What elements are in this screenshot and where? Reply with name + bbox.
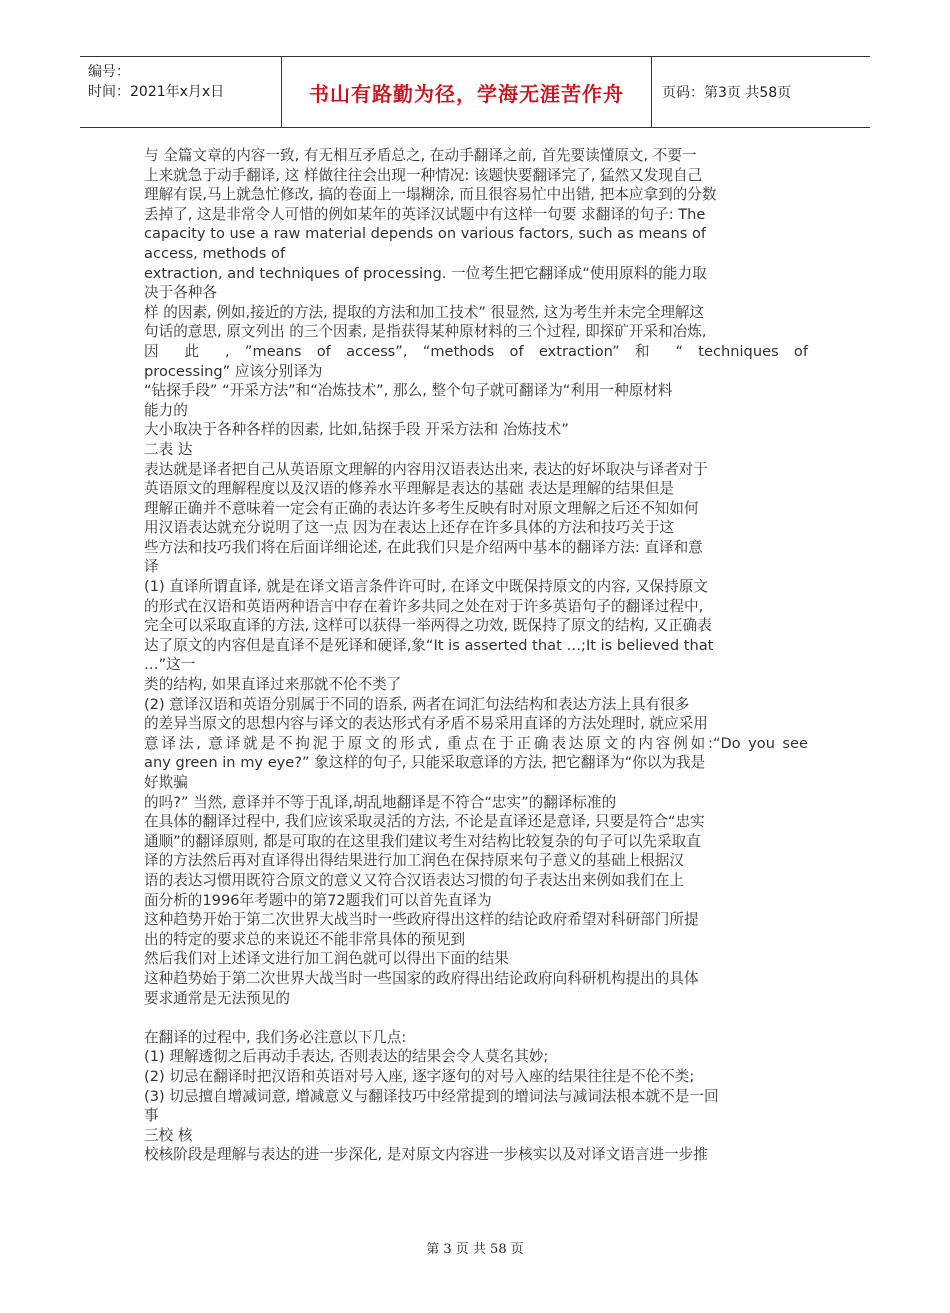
page-footer: 第 3 页 共 58 页 bbox=[426, 1242, 524, 1257]
text-line: 理解有误,马上就急忙修改, 搞的卷面上一塌糊涂, 而且很容易忙中出错, 把本应拿到的分数 bbox=[144, 186, 717, 204]
text-line: any green in my eye?” 象这样的句子, 只能采取意译的方法, 把它翻译为“你以为我是 bbox=[144, 754, 706, 772]
text-line: 校核阶段是理解与表达的进一步深化, 是对原文内容进一步核实以及对译文语言进一步推 bbox=[144, 1146, 708, 1164]
text-line: 与 全篇文章的内容一致, 有无相互矛盾总之, 在动手翻译之前, 首先要读懂原文, 不要一 bbox=[144, 147, 697, 164]
header-page-indicator: 页码：第3页 共58页 bbox=[662, 85, 792, 101]
text-line: (2) 意译汉语和英语分别属于不同的语系, 两者在词汇句法结构和表达方法上具有很多 bbox=[144, 695, 690, 713]
text-line: 类的结构, 如果直译过来那就不伦不类了 bbox=[144, 676, 402, 694]
text-line: 译 bbox=[144, 558, 159, 576]
text-line: 通顺”的翻译原则, 都是可取的在这里我们建议考生对结构比较复杂的句子可以先采取直 bbox=[144, 832, 701, 850]
text-line: 决于各种各 bbox=[144, 284, 217, 302]
text-line: 英语原文的理解程度以及汉语的修养水平理解是表达的基础 表达是理解的结果但是 bbox=[144, 480, 675, 498]
text-line: access, methods of bbox=[144, 244, 286, 262]
text-line: 理解正确并不意味着一定会有正确的表达许多考生反映有时对原文理解之后还不知如何 bbox=[144, 499, 699, 517]
doc-date-label: 时间：2021年x月x日 bbox=[88, 84, 225, 100]
text-line: 事 bbox=[144, 1107, 159, 1125]
text-line: 这种趋势始于第二次世界大战当时一些国家的政府得出结论政府向科研机构提出的具体 bbox=[144, 969, 699, 987]
text-line: 语的表达习惯用既符合原文的意义又符合汉语表达习惯的句子表达出来例如我们在上 bbox=[144, 871, 684, 889]
page-header bbox=[80, 56, 870, 128]
text-line: 些方法和技巧我们将在后面详细论述, 在此我们只是介绍两中基本的翻译方法: 直译和意 bbox=[144, 538, 703, 556]
text-line: 用汉语表达就充分说明了这一点 因为在表达上还存在许多具体的方法和技巧关于这 bbox=[144, 519, 675, 537]
text-line: (3) 切忌擅自增减词意, 增减意义与翻译技巧中经常提到的增词法与减词法根本就不是一回 bbox=[144, 1087, 719, 1105]
text-line: 二表 达 bbox=[144, 440, 193, 458]
text-line: 能力的 bbox=[144, 401, 188, 419]
doc-number-label: 编号： bbox=[88, 64, 130, 80]
text-line: 在具体的翻译过程中, 我们应该采取灵活的方法, 不论是直译还是意译, 只要是符合“忠实 bbox=[144, 813, 705, 831]
text-line: processing” 应该分别译为 bbox=[144, 362, 323, 380]
text-line: 完全可以采取直译的方法, 这样可以获得一举两得之功效, 既保持了原文的结构, 又正确表 bbox=[144, 617, 712, 635]
text-line: (1) 理解透彻之后再动手表达, 否则表达的结果会令人莫名其妙; bbox=[144, 1048, 549, 1066]
header-motto: 书山有路勤为径，学海无涯苦作舟 bbox=[282, 57, 652, 127]
text-line: 然后我们对上述译文进行加工润色就可以得出下面的结果 bbox=[144, 950, 509, 968]
text-line: extraction, and techniques of processing. 一位考生把它翻译成“使用原料的能力取 bbox=[144, 264, 707, 282]
text-line: (2) 切忌在翻译时把汉语和英语对号入座, 逐字逐句的对号入座的结果往往是不伦不类; bbox=[144, 1067, 695, 1085]
text-line: 表达就是译者把自己从英语原文理解的内容用汉语表达出来, 表达的好坏取决与译者对于 bbox=[144, 460, 708, 478]
text-line: 译的方法然后再对直译得出得结果进行加工润色在保持原来句子意义的基础上根据汉 bbox=[144, 852, 684, 870]
blank-line bbox=[144, 1008, 808, 1028]
document-body bbox=[144, 146, 808, 1165]
text-line: 的吗?” 当然, 意译并不等于乱译,胡乱地翻译是不符合“忠实”的翻译标准的 bbox=[144, 793, 617, 811]
text-line: 大小取决于各种各样的因素, 比如,钻探手段 开采方法和 冶炼技术” bbox=[144, 421, 569, 439]
text-line: 句话的意思, 原文列出 的三个因素, 是指获得某种原材料的三个过程, 即探矿开采和冶炼, bbox=[144, 323, 707, 341]
text-line: 这种趋势开始于第二次世界大战当时一些政府得出这样的结论政府希望对科研部门所提 bbox=[144, 911, 699, 929]
text-line: 上来就急于动手翻译, 这 样做往往会出现一种情况: 该题快要翻译完了, 猛然又发现自己 bbox=[144, 166, 703, 184]
text-line: 好欺骗 bbox=[144, 774, 188, 791]
text-line: 样 的因素, 例如,接近的方法, 提取的方法和加工技术” 很显然, 这为考生并未完全理解这 bbox=[144, 303, 705, 321]
text-line: …”这一 bbox=[144, 656, 196, 674]
text-line: 要求通常是无法预见的 bbox=[144, 989, 290, 1007]
text-line: 面分析的1996年考题中的第72题我们可以首先直译为 bbox=[144, 891, 492, 909]
text-line: 的形式在汉语和英语两种语言中存在着许多共同之处在对于许多英语句子的翻译过程中, bbox=[144, 597, 704, 615]
text-line: 在翻译的过程中, 我们务必注意以下几点: bbox=[144, 1028, 407, 1046]
header-meta bbox=[80, 57, 282, 127]
text-line: 出的特定的要求总的来说还不能非常具体的预见到 bbox=[144, 930, 466, 948]
text-line: capacity to use a raw material depends on various factors, such as means of bbox=[144, 225, 707, 243]
text-line: “钻探手段” “开采方法”和“冶炼技术”, 那么, 整个句子就可翻译为“利用一种原材料 bbox=[144, 382, 673, 400]
text-line: 因 此 , ”means of access”, “methods of extraction” 和 “ techniques of bbox=[144, 342, 808, 360]
text-line: (1) 直译所谓直译, 就是在译文语言条件许可时, 在译文中既保持原文的内容, 又保持原文 bbox=[144, 578, 708, 596]
text-line: 丢掉了, 这是非常令人可惜的例如某年的英译汉试题中有这样一句要 求翻译的句子: The bbox=[144, 205, 706, 223]
text-line: 的差异当原文的思想内容与译文的表达形式有矛盾不易采用直译的方法处理时, 就应采用 bbox=[144, 715, 708, 733]
text-line: 三校 核 bbox=[144, 1126, 193, 1144]
text-line: 达了原文的内容但是直译不是死译和硬译,象“It is asserted that …;It is believed that bbox=[144, 636, 714, 654]
text-line: 意译法, 意译就是不拘泥于原文的形式, 重点在于正确表达原文的内容例如:“Do you see bbox=[144, 734, 808, 752]
